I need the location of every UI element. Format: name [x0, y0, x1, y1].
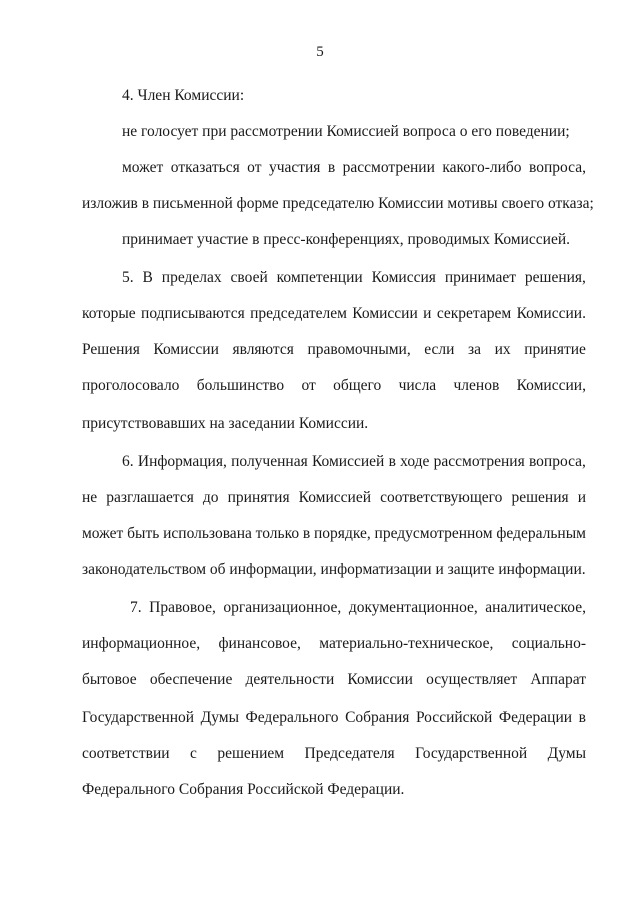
word: Комиссии: [352, 305, 418, 322]
word: Федерации: [498, 709, 573, 726]
text-line: [82, 736, 586, 772]
page-number: 5: [316, 44, 324, 60]
word: ходе: [400, 453, 430, 470]
word: подписываются: [141, 305, 245, 322]
word: 5.: [122, 269, 134, 286]
word: и: [577, 489, 586, 506]
word: может: [122, 159, 164, 176]
text-line: [82, 700, 586, 736]
word: участия: [268, 159, 321, 176]
word: Государственной: [415, 745, 528, 762]
word: в: [388, 453, 396, 470]
text-line: [82, 296, 586, 332]
word: соответствии: [82, 745, 170, 762]
document-body: [82, 0, 594, 900]
word: принятие: [524, 341, 586, 358]
word: числа: [398, 377, 437, 394]
word: Думы: [547, 745, 586, 762]
word: аналитическое,: [485, 599, 586, 616]
word: и: [423, 305, 432, 322]
word: в: [327, 159, 336, 176]
word: Федерального Собрания Российской Федерации.: [82, 781, 405, 798]
word: рассмотрения: [433, 453, 525, 470]
word: использована: [163, 525, 252, 542]
text-line: [82, 186, 594, 222]
text-line: [82, 662, 586, 698]
word: Комиссии: [153, 341, 219, 358]
word: Собрания: [345, 709, 410, 726]
text-line: [82, 368, 586, 404]
word: федеральным: [496, 525, 586, 542]
word: в: [578, 709, 586, 726]
word: в: [302, 525, 311, 542]
word: принимает участие в пресс-конференциях, проводимых Комиссией.: [122, 231, 571, 248]
word: соответствующего: [380, 489, 503, 506]
word: финансовое,: [218, 635, 301, 652]
word: изложив в письменной форме председателю Комиссии мотивы своего отказа;: [82, 195, 594, 212]
word: предусмотренном: [374, 525, 493, 542]
word: 7.: [130, 599, 142, 616]
word: Председателя: [304, 745, 395, 762]
word: за: [468, 341, 482, 358]
word: Аппарат: [530, 671, 586, 688]
word: принимает: [444, 269, 516, 286]
word: Российской: [415, 709, 493, 726]
word: общего: [333, 377, 382, 394]
word: Комиссии: [347, 671, 413, 688]
word: информационное,: [82, 635, 201, 652]
word: социально-: [511, 635, 586, 652]
word: председателем: [250, 305, 347, 322]
word: являются: [232, 341, 294, 358]
text-line: [82, 480, 586, 516]
word: разглашается: [106, 489, 194, 506]
word: организационное,: [223, 599, 342, 616]
word: законодательством об информации, информатизации и защите информации.: [82, 561, 586, 578]
text-line: [82, 552, 586, 588]
word: не: [82, 489, 98, 506]
word: членов: [453, 377, 500, 394]
word: может: [82, 525, 124, 542]
word: решения: [511, 489, 569, 506]
word: секретарем: [436, 305, 512, 322]
word: правомочными,: [307, 341, 411, 358]
word: Правовое,: [149, 599, 216, 616]
word: с: [190, 745, 197, 762]
word: вопроса,: [528, 453, 586, 470]
word: принятия: [227, 489, 290, 506]
text-line: [82, 772, 586, 808]
word: 6.: [122, 453, 134, 470]
word: Комиссия: [371, 269, 436, 286]
word: отказаться: [170, 159, 240, 176]
word: своей: [230, 269, 268, 286]
word: деятельности: [245, 671, 335, 688]
text-line: [82, 516, 586, 552]
word: компетенции: [276, 269, 363, 286]
word: решения,: [524, 269, 586, 286]
word: вопроса,: [528, 159, 586, 176]
text-line: [82, 114, 586, 150]
word: В: [142, 269, 153, 286]
word: полученная: [231, 453, 308, 470]
word: Решения: [82, 341, 140, 358]
text-line: [82, 150, 586, 186]
word: от: [301, 377, 316, 394]
text-line: [82, 590, 586, 626]
word: не голосует при рассмотрении Комиссией вопроса о его поведении;: [122, 123, 570, 140]
text-line: [82, 444, 586, 480]
word: если: [424, 341, 455, 358]
word: Комиссией: [311, 453, 385, 470]
word: быть: [127, 525, 160, 542]
word: документационное,: [348, 599, 478, 616]
word: материально-техническое,: [319, 635, 494, 652]
text-line: [82, 78, 586, 114]
word: решением: [217, 745, 285, 762]
word: бытовое: [82, 671, 137, 688]
text-line: [82, 332, 586, 368]
word: Комиссии.: [516, 305, 586, 322]
word: до: [202, 489, 219, 506]
word: 4. Член Комиссии:: [122, 87, 245, 104]
word: рассмотрении: [342, 159, 435, 176]
word: Государственной: [82, 709, 195, 726]
word: проголосовало: [82, 377, 180, 394]
word: их: [494, 341, 511, 358]
word: Комиссией: [298, 489, 372, 506]
word: которые: [82, 305, 136, 322]
text-line: [82, 626, 586, 662]
word: Информация,: [137, 453, 227, 470]
word: порядке,: [314, 525, 371, 542]
word: большинство: [196, 377, 285, 394]
word: присутствовавших на заседании Комиссии.: [82, 415, 369, 432]
text-line: [82, 406, 586, 442]
word: Комиссии,: [516, 377, 586, 394]
word: обеспечение: [149, 671, 233, 688]
text-line: [82, 222, 586, 258]
word: какого-либо: [442, 159, 522, 176]
word: Федерального: [245, 709, 339, 726]
word: пределах: [161, 269, 222, 286]
text-line: [82, 260, 586, 296]
word: осуществляет: [426, 671, 518, 688]
word: Думы: [200, 709, 239, 726]
word: от: [247, 159, 262, 176]
word: только: [255, 525, 300, 542]
